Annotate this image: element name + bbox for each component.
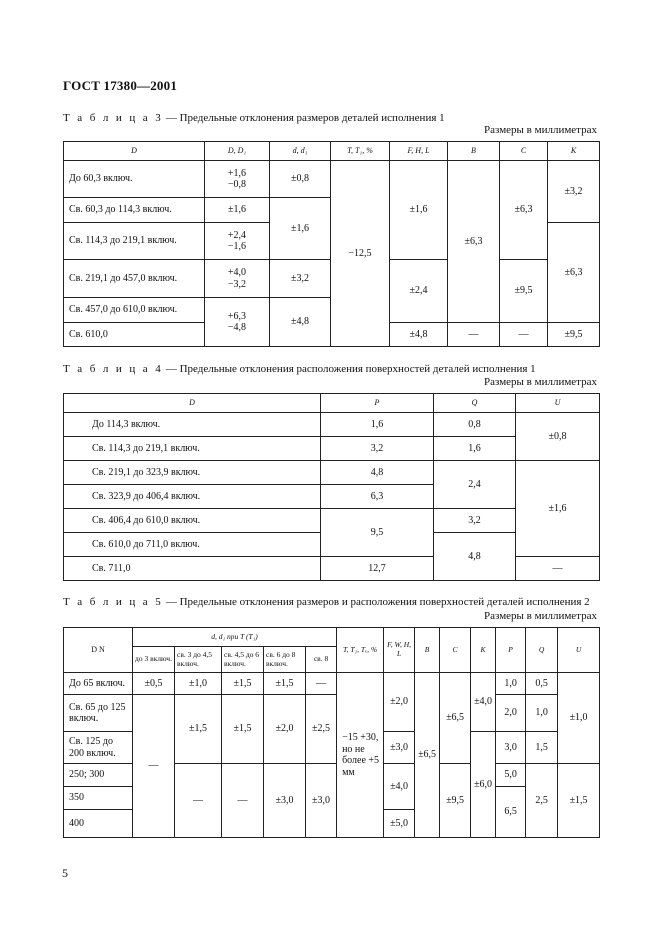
t5-r1-c2: ±1,0 bbox=[175, 673, 222, 695]
t5-p-1: 1,0 bbox=[496, 673, 526, 695]
t4-p-6: 12,7 bbox=[321, 557, 434, 581]
table3-units: Размеры в миллиметрах bbox=[484, 124, 597, 136]
t5-sub-3: св. 4,5 до 6 включ. bbox=[222, 647, 264, 673]
t4-p-2: 3,2 bbox=[321, 437, 434, 461]
t5-header-b: B bbox=[415, 628, 440, 673]
t5-sub-2: св. 3 до 4,5 включ. bbox=[175, 647, 222, 673]
table5-units: Размеры в миллиметрах bbox=[484, 610, 597, 622]
t5-r456-c4: ±3,0 bbox=[264, 764, 306, 838]
t5-sub-1: до 3 включ. bbox=[133, 647, 175, 673]
t5-c-2: ±9,5 bbox=[440, 764, 471, 838]
t5-p-2: 2,0 bbox=[496, 695, 526, 732]
t5-q-1: 0,5 bbox=[526, 673, 558, 695]
t3-f-value-2: ±2,4 bbox=[390, 260, 448, 323]
t3-row1-small-d: ±0,8 bbox=[270, 161, 331, 198]
t3-f-value-1: ±1,6 bbox=[390, 161, 448, 260]
t5-row4-dn: 250; 300 bbox=[64, 764, 133, 787]
t5-f-1: ±2,0 bbox=[384, 673, 415, 732]
t4-p-3: 4,8 bbox=[321, 461, 434, 485]
t3-k-value-1: ±3,2 bbox=[548, 161, 600, 223]
t4-p-1: 1,6 bbox=[321, 413, 434, 437]
t3-header-t: T, T₁, % bbox=[331, 142, 390, 161]
t5-row2-dn: Св. 65 до 125 включ. bbox=[64, 695, 133, 732]
t4-row1-d: До 114,3 включ. bbox=[64, 413, 321, 437]
t3-header-b: B bbox=[448, 142, 500, 161]
t5-r456-c5: ±3,0 bbox=[306, 764, 337, 838]
t3-row5-small-d: ±4,8 bbox=[270, 298, 331, 347]
table-3 bbox=[63, 141, 600, 347]
t4-q-5: 4,8 bbox=[434, 533, 516, 581]
document-header: ГОСТ 17380—2001 bbox=[63, 78, 178, 93]
t3-f-value-3: ±4,8 bbox=[390, 323, 448, 347]
t3-row5-d: Св. 457,0 до 610,0 включ. bbox=[64, 298, 205, 323]
t3-k-value-2: ±6,3 bbox=[548, 223, 600, 323]
t4-row7-d: Св. 711,0 bbox=[64, 557, 321, 581]
t5-r1-c3: ±1,5 bbox=[222, 673, 264, 695]
table4-caption-label: Т а б л и ц а 4 bbox=[63, 363, 164, 375]
t5-p-5: 6,5 bbox=[496, 787, 526, 838]
t5-row1-dn: До 65 включ. bbox=[64, 673, 133, 695]
t4-row4-d: Св. 323,9 до 406,4 включ. bbox=[64, 485, 321, 509]
t3-row1-d: До 60,3 включ. bbox=[64, 161, 205, 198]
t4-header-q: Q bbox=[434, 394, 516, 413]
t3-c-value-2: ±9,5 bbox=[500, 260, 548, 323]
t4-header-p: P bbox=[321, 394, 434, 413]
t4-row5-d: Св. 406,4 до 610,0 включ. bbox=[64, 509, 321, 533]
t5-q-3: 1,5 bbox=[526, 732, 558, 764]
t3-row2-d1: ±1,6 bbox=[205, 198, 270, 223]
table5-caption-text: — Предельные отклонения размеров и расположения поверхностей деталей исполнения 2 bbox=[165, 596, 590, 608]
table5-caption bbox=[63, 596, 590, 608]
t4-row2-d: Св. 114,3 до 219,1 включ. bbox=[64, 437, 321, 461]
t5-r456-c3: — bbox=[222, 764, 264, 838]
t4-u-2: ±1,6 bbox=[516, 461, 600, 557]
t5-r23-c5: ±2,5 bbox=[306, 695, 337, 764]
t3-b-value-1: ±6,3 bbox=[448, 161, 500, 323]
t5-header-p: P bbox=[496, 628, 526, 673]
t5-q-2: 1,0 bbox=[526, 695, 558, 732]
t5-c1-dash: — bbox=[133, 695, 175, 838]
t3-row3-d: Св. 114,3 до 219,1 включ. bbox=[64, 223, 205, 260]
t5-r1-c4: ±1,5 bbox=[264, 673, 306, 695]
t5-header-f: F, W, H, L bbox=[384, 628, 415, 673]
t5-b-value: ±6,5 bbox=[415, 673, 440, 838]
t5-k-2: ±6,0 bbox=[471, 732, 496, 838]
t5-row6-dn: 400 bbox=[64, 810, 133, 838]
table4-caption bbox=[63, 363, 536, 375]
t5-r456-c2: — bbox=[175, 764, 222, 838]
t3-header-d-d1: D, D₁ bbox=[205, 142, 270, 161]
t3-row4-d: Св. 219,1 до 457,0 включ. bbox=[64, 260, 205, 298]
t4-header-d: D bbox=[64, 394, 321, 413]
t3-row4-small-d: ±3,2 bbox=[270, 260, 331, 298]
t5-header-q: Q bbox=[526, 628, 558, 673]
t5-p-3: 3,0 bbox=[496, 732, 526, 764]
t5-row3-dn: Св. 125 до 200 включ. bbox=[64, 732, 133, 764]
t5-p-4: 5,0 bbox=[496, 764, 526, 787]
table5-caption-label: Т а б л и ц а 5 bbox=[63, 596, 164, 608]
t5-r23-c2: ±1,5 bbox=[175, 695, 222, 764]
t5-u-1: ±1,0 bbox=[558, 673, 600, 764]
t5-k-1: ±4,0 bbox=[471, 673, 496, 732]
t3-row1-d1: +1,6 −0,8 bbox=[205, 161, 270, 198]
t5-row5-dn: 350 bbox=[64, 787, 133, 810]
t5-t-value: −15 +30, но не более +5 мм bbox=[337, 673, 384, 838]
t3-k-value-3: ±9,5 bbox=[548, 323, 600, 347]
t4-p-5: 9,5 bbox=[321, 509, 434, 557]
t3-header-small-d: d, d₁ bbox=[270, 142, 331, 161]
t5-f-4: ±5,0 bbox=[384, 810, 415, 838]
t3-header-k: K bbox=[548, 142, 600, 161]
t3-row4-d1: +4,0 −3,2 bbox=[205, 260, 270, 298]
t3-c-value-3: — bbox=[500, 323, 548, 347]
t5-header-d-group: d, d₁ при T (T₁) bbox=[133, 628, 337, 647]
t5-u-2: ±1,5 bbox=[558, 764, 600, 838]
t5-header-dn: D N bbox=[64, 628, 133, 673]
t4-row3-d: Св. 219,1 до 323,9 включ. bbox=[64, 461, 321, 485]
t4-q-1: 0,8 bbox=[434, 413, 516, 437]
table3-caption-label: Т а б л и ц а 3 bbox=[63, 112, 164, 124]
t5-r1-c1: ±0,5 bbox=[133, 673, 175, 695]
t5-header-k: K bbox=[471, 628, 496, 673]
t5-r23-c3: ±1,5 bbox=[222, 695, 264, 764]
table4-units: Размеры в миллиметрах bbox=[484, 376, 597, 388]
table4-caption-text: — Предельные отклонения расположения поверхностей деталей исполнения 1 bbox=[165, 363, 536, 375]
t5-header-t: T, T₁, Tₓ, % bbox=[337, 628, 384, 673]
table3-caption bbox=[63, 112, 445, 124]
t5-sub-5: св. 8 bbox=[306, 647, 337, 673]
t4-q-2: 1,6 bbox=[434, 437, 516, 461]
t3-b-value-2: — bbox=[448, 323, 500, 347]
page-number: 5 bbox=[62, 866, 68, 880]
t5-sub-4: св. 6 до 8 включ. bbox=[264, 647, 306, 673]
t4-u-1: ±0,8 bbox=[516, 413, 600, 461]
t3-row3-d1: +2,4 −1,6 bbox=[205, 223, 270, 260]
t3-row6-d: Св. 610,0 bbox=[64, 323, 205, 347]
t3-c-value-1: ±6,3 bbox=[500, 161, 548, 260]
table3-caption-text: — Предельные отклонения размеров деталей исполнения 1 bbox=[165, 112, 445, 124]
table-5 bbox=[63, 627, 600, 838]
table-4 bbox=[63, 393, 600, 581]
t3-row2-small-d: ±1,6 bbox=[270, 198, 331, 260]
t4-row6-d: Св. 610,0 до 711,0 включ. bbox=[64, 533, 321, 557]
t4-p-4: 6,3 bbox=[321, 485, 434, 509]
t5-f-3: ±4,0 bbox=[384, 764, 415, 810]
t4-q-4: 3,2 bbox=[434, 509, 516, 533]
t3-t-value: −12,5 bbox=[331, 161, 390, 347]
t5-f-2: ±3,0 bbox=[384, 732, 415, 764]
t4-q-3: 2,4 bbox=[434, 461, 516, 509]
t3-header-d: D bbox=[64, 142, 205, 161]
t3-header-fhl: F, H, L bbox=[390, 142, 448, 161]
t5-q-4: 2,5 bbox=[526, 764, 558, 838]
t3-row2-d: Св. 60,3 до 114,3 включ. bbox=[64, 198, 205, 223]
t5-header-u: U bbox=[558, 628, 600, 673]
t3-header-c: C bbox=[500, 142, 548, 161]
t3-row5-d1: +6,3 −4,8 bbox=[205, 298, 270, 347]
t4-header-u: U bbox=[516, 394, 600, 413]
t5-c-1: ±6,5 bbox=[440, 673, 471, 764]
t5-header-c: C bbox=[440, 628, 471, 673]
t5-r23-c4: ±2,0 bbox=[264, 695, 306, 764]
t5-r1-c5: — bbox=[306, 673, 337, 695]
t4-u-3: — bbox=[516, 557, 600, 581]
